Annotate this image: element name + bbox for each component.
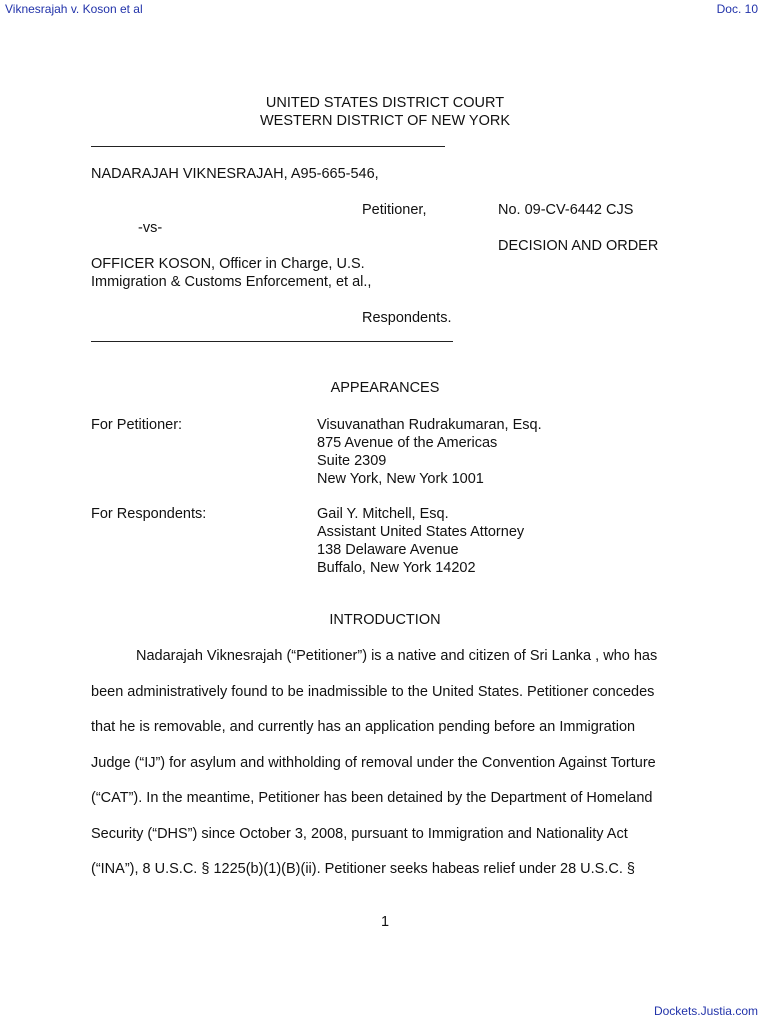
petitioner-counsel-label: For Petitioner: <box>91 417 183 433</box>
respondent-line-1: OFFICER KOSON, Officer in Charge, U.S. <box>91 256 365 272</box>
counsel-line: Buffalo, New York 14202 <box>317 560 476 576</box>
respondent-role: Respondents. <box>362 310 452 326</box>
caption-top-rule <box>91 146 445 147</box>
counsel-line: New York, New York 1001 <box>317 471 484 487</box>
counsel-line: Visuvanathan Rudrakumaran, Esq. <box>317 417 542 433</box>
petitioner-role: Petitioner, <box>362 202 427 218</box>
petitioner-name: NADARAJAH VIKNESRAJAH, A95-665-546, <box>91 166 379 182</box>
caption-bottom-rule <box>91 341 453 342</box>
court-district: WESTERN DISTRICT OF NEW YORK <box>259 113 510 129</box>
paragraph-line: (“INA”), 8 U.S.C. § 1225(b)(1)(B)(ii). Petitioner seeks habeas relief under 28 U.S.C. § <box>91 861 635 877</box>
case-title-link[interactable]: Viknesrajah v. Koson et al <box>5 2 143 16</box>
introduction-heading: INTRODUCTION <box>329 612 441 628</box>
justia-dockets-link[interactable]: Dockets.Justia.com <box>653 1004 758 1018</box>
paragraph-line: Judge (“IJ”) for asylum and withholding of removal under the Convention Against Torture <box>91 755 656 771</box>
paragraph-line: Security (“DHS”) since October 3, 2008, pursuant to Immigration and Nationality Act <box>91 826 628 842</box>
counsel-line: 138 Delaware Avenue <box>317 542 459 558</box>
versus-label: -vs- <box>138 220 163 236</box>
counsel-line: 875 Avenue of the Americas <box>317 435 498 451</box>
respondents-counsel-label: For Respondents: <box>91 506 207 522</box>
counsel-line: Assistant United States Attorney <box>317 524 525 540</box>
counsel-line: Suite 2309 <box>317 453 387 469</box>
paragraph-line: that he is removable, and currently has an application pending before an Immigration <box>91 719 636 735</box>
appearances-heading: APPEARANCES <box>330 380 440 396</box>
respondent-line-2: Immigration & Customs Enforcement, et al., <box>91 274 372 290</box>
petitioner-counsel-block <box>317 416 542 488</box>
document-title: DECISION AND ORDER <box>498 238 659 254</box>
paragraph-line: Nadarajah Viknesrajah (“Petitioner”) is a native and citizen of Sri Lanka , who has <box>136 648 658 664</box>
court-name: UNITED STATES DISTRICT COURT <box>265 95 505 111</box>
paragraph-line: (“CAT”). In the meantime, Petitioner has been detained by the Department of Homeland <box>91 790 653 806</box>
page-number: 1 <box>380 914 390 930</box>
counsel-line: Gail Y. Mitchell, Esq. <box>317 506 449 522</box>
document-number-link[interactable]: Doc. 10 <box>716 2 758 16</box>
paragraph-line: been administratively found to be inadmissible to the United States. Petitioner concedes <box>91 684 655 700</box>
case-number: No. 09-CV-6442 CJS <box>498 202 634 218</box>
respondents-counsel-block <box>317 505 524 577</box>
